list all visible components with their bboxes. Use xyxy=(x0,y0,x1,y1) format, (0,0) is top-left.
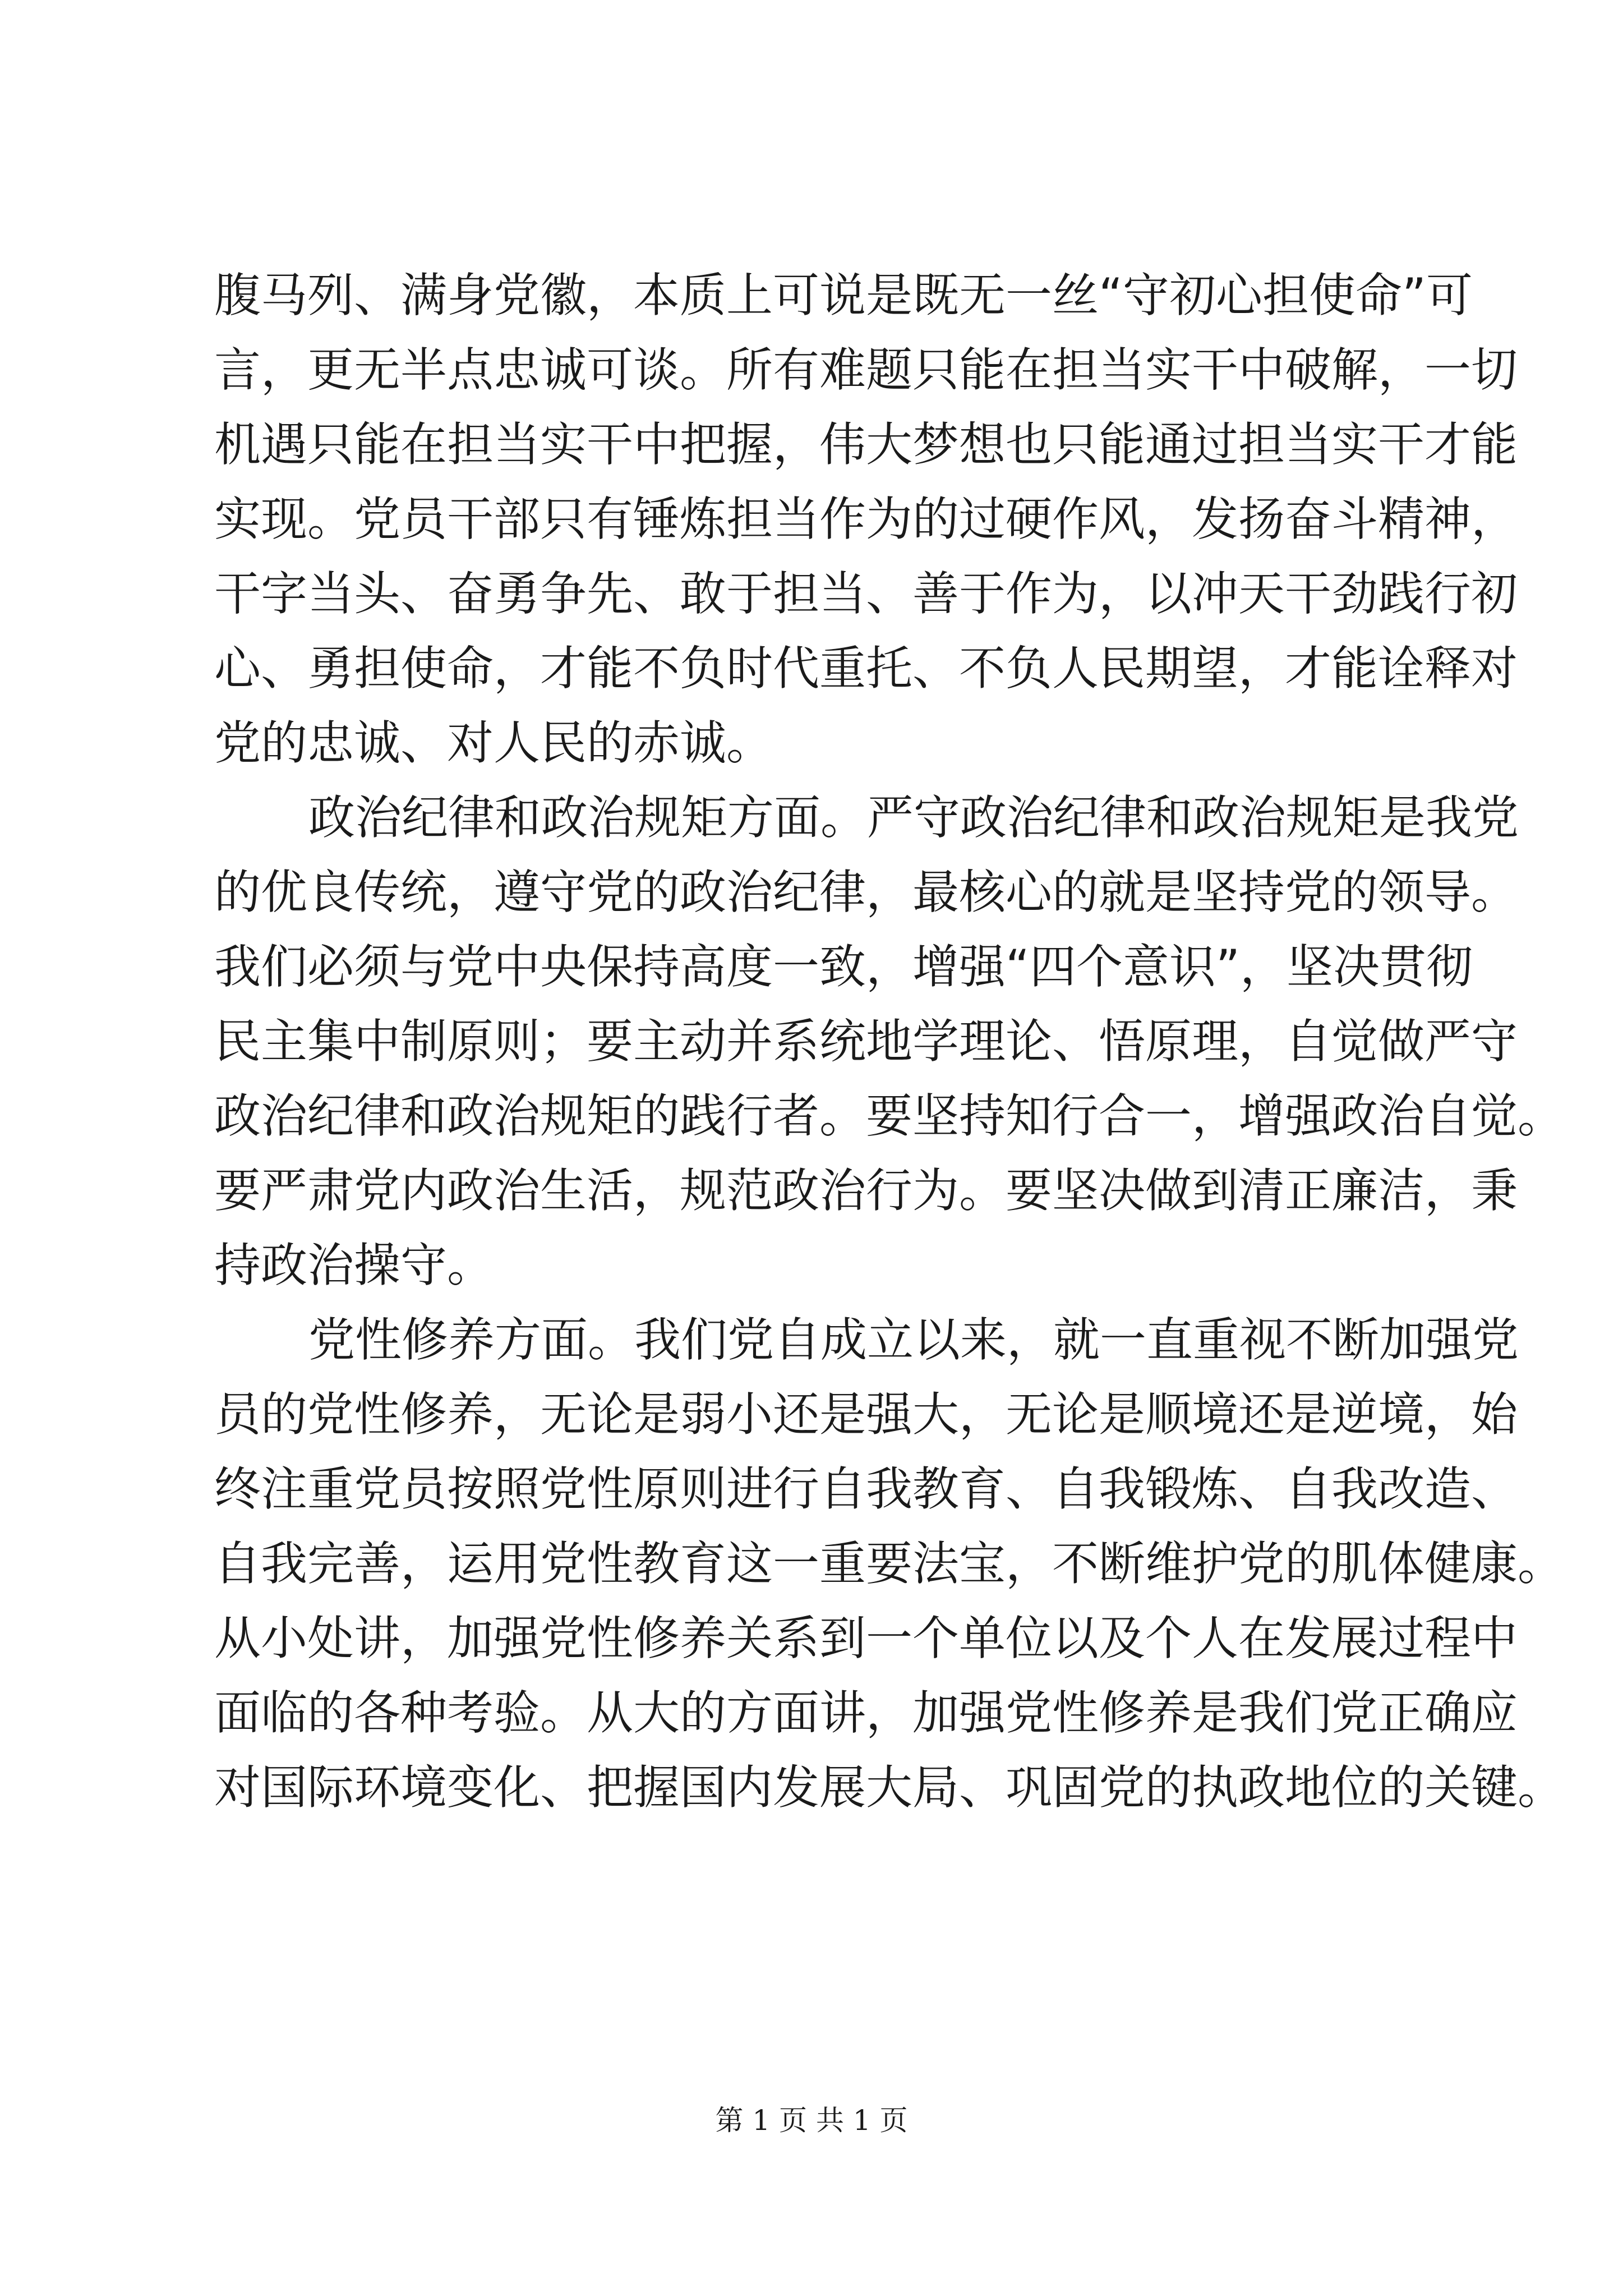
text-line: 从小处讲，加强党性修养关系到一个单位以及个人在发展过程中 xyxy=(214,1611,1518,1665)
text-line: 面临的各种考验。从大的方面讲，加强党性修养是我们党正确应 xyxy=(214,1686,1518,1740)
text-line: 腹马列、满身党徽，本质上可说是既无一丝“守初心担使命”可 xyxy=(214,268,1473,323)
text-line: 政治纪律和政治规矩的践行者。要坚持知行合一，增强政治自觉。 xyxy=(214,1089,1564,1143)
text-line: 党的忠诚、对人民的赤诚。 xyxy=(214,716,773,770)
text-line: 民主集中制原则；要主动并系统地学理论、悟原理，自觉做严守 xyxy=(214,1014,1518,1069)
page-number-footer: 第 1 页 共 1 页 xyxy=(715,2104,908,2137)
text-line: 要严肃党内政治生活，规范政治行为。要坚决做到清正廉洁，秉 xyxy=(214,1163,1518,1218)
text-line: 干字当头、奋勇争先、敢于担当、善于作为，以冲天干劲践行初 xyxy=(214,567,1518,621)
paragraph-first-line: 党性修养方面。我们党自成立以来，就一直重视不断加强党 xyxy=(308,1313,1519,1367)
paragraph-first-line: 政治纪律和政治规矩方面。严守政治纪律和政治规矩是我党 xyxy=(308,790,1519,845)
text-line: 持政治操守。 xyxy=(214,1238,494,1292)
document-body xyxy=(214,258,1564,1825)
text-line: 自我完善，运用党性教育这一重要法宝，不断维护党的肌体健康。 xyxy=(214,1536,1564,1591)
text-line: 实现。党员干部只有锤炼担当作为的过硬作风，发扬奋斗精神， xyxy=(214,492,1518,546)
text-line: 员的党性修养，无论是弱小还是强大，无论是顺境还是逆境，始 xyxy=(214,1387,1518,1442)
text-line: 心、勇担使命，才能不负时代重托、不负人民期望，才能诠释对 xyxy=(214,641,1518,696)
text-line: 终注重党员按照党性原则进行自我教育、自我锻炼、自我改造、 xyxy=(214,1462,1518,1516)
text-line: 我们必须与党中央保持高度一致，增强“四个意识”，坚决贯彻 xyxy=(214,940,1473,994)
text-line: 对国际环境变化、把握国内发展大局、巩固党的执政地位的关键。 xyxy=(214,1760,1564,1815)
text-line: 的优良传统，遵守党的政治纪律，最核心的就是坚持党的领导。 xyxy=(214,865,1518,919)
text-line: 言，更无半点忠诚可谈。所有难题只能在担当实干中破解，一切 xyxy=(214,343,1518,397)
text-line: 机遇只能在担当实干中把握，伟大梦想也只能通过担当实干才能 xyxy=(214,417,1518,472)
